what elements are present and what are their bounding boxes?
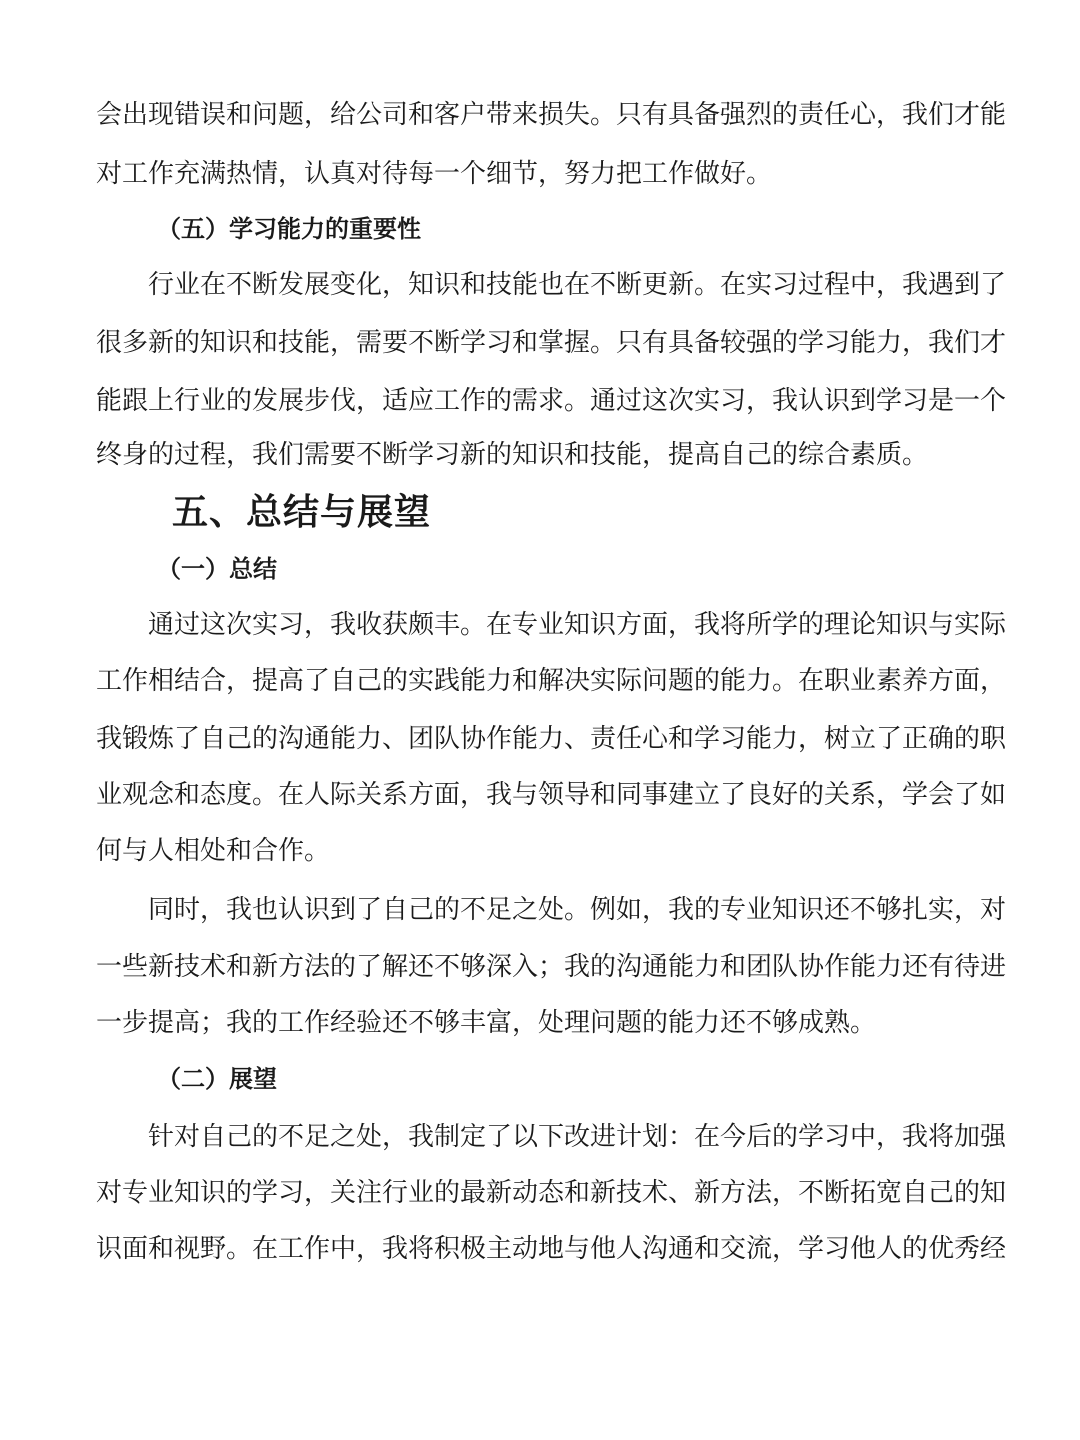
paragraph-line: 会出现错误和问题，给公司和客户带来损失。只有具备强烈的责任心，我们才能 (96, 100, 1007, 130)
paragraph-line: 工作相结合，提高了自己的实践能力和解决实际问题的能力。在职业素养方面， (96, 666, 1007, 696)
paragraph-line: 行业在不断发展变化，知识和技能也在不断更新。在实习过程中，我遇到了 (148, 270, 1007, 300)
paragraph-line: 业观念和态度。在人际关系方面，我与领导和同事建立了良好的关系，学会了如 (96, 780, 1007, 810)
paragraph-line: 能跟上行业的发展步伐，适应工作的需求。通过这次实习，我认识到学习是一个 (96, 386, 1007, 416)
paragraph-line: 针对自己的不足之处，我制定了以下改进计划：在今后的学习中，我将加强 (148, 1122, 1007, 1152)
paragraph-line: 一些新技术和新方法的了解还不够深入；我的沟通能力和团队协作能力还有待进 (96, 952, 1007, 982)
paragraph-line: 对工作充满热情，认真对待每一个细节，努力把工作做好。 (96, 159, 773, 189)
paragraph-line: 何与人相处和合作。 (96, 836, 331, 866)
paragraph-line: 通过这次实习，我收获颇丰。在专业知识方面，我将所学的理论知识与实际 (148, 610, 1007, 640)
paragraph-line: 对专业知识的学习，关注行业的最新动态和新技术、新方法，不断拓宽自己的知 (96, 1178, 1007, 1208)
subsection-heading-learning-ability: （五）学习能力的重要性 (157, 214, 421, 243)
paragraph-line: 一步提高；我的工作经验还不够丰富，处理问题的能力还不够成熟。 (96, 1008, 877, 1038)
paragraph-line: 很多新的知识和技能，需要不断学习和掌握。只有具备较强的学习能力，我们才 (96, 328, 1007, 358)
paragraph-line: 同时，我也认识到了自己的不足之处。例如，我的专业知识还不够扎实，对 (148, 895, 1007, 925)
paragraph-line: 我锻炼了自己的沟通能力、团队协作能力、责任心和学习能力，树立了正确的职 (96, 724, 1007, 754)
section-heading-summary-outlook: 五、总结与展望 (172, 491, 432, 533)
paragraph-line: 识面和视野。在工作中，我将积极主动地与他人沟通和交流，学习他人的优秀经 (96, 1234, 1007, 1264)
subsection-heading-summary: （一）总结 (157, 554, 277, 583)
subsection-heading-outlook: （二）展望 (157, 1064, 277, 1093)
paragraph-line: 终身的过程，我们需要不断学习新的知识和技能，提高自己的综合素质。 (96, 440, 929, 470)
